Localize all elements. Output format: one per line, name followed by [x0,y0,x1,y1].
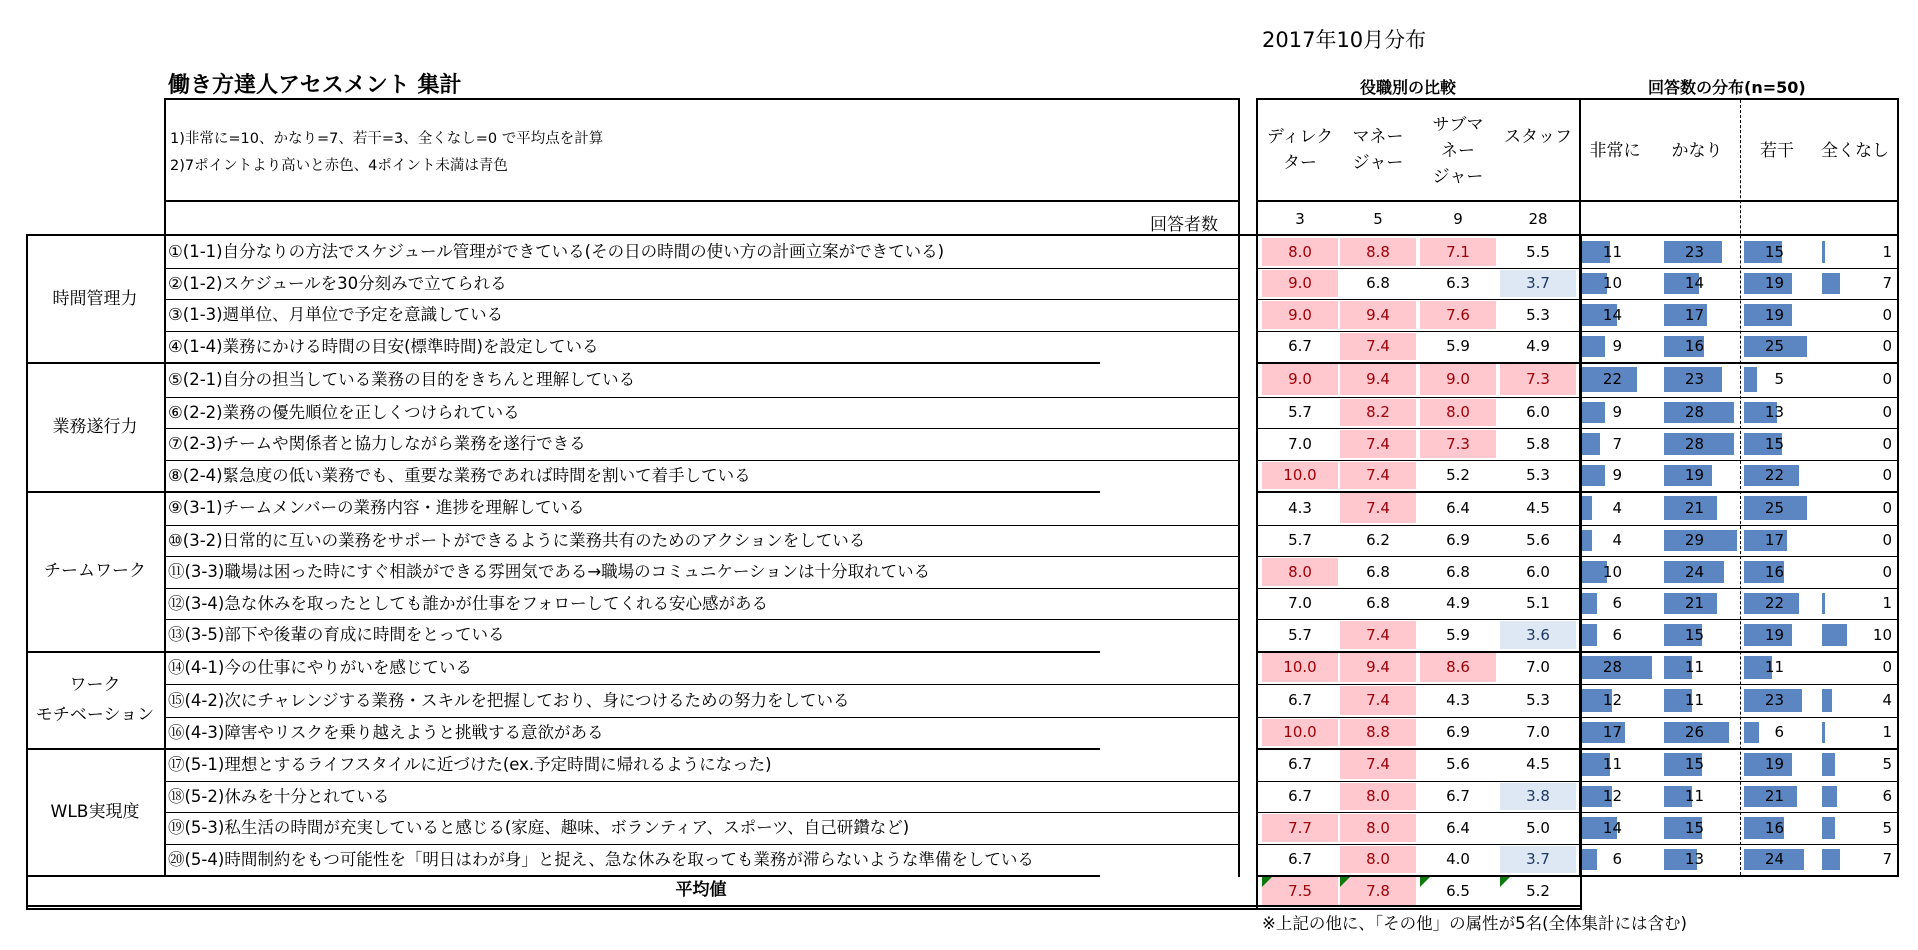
role-header-0: ディレク ター [1266,127,1334,173]
row-divider [1256,844,1899,845]
role-score: 7.4 [1340,462,1416,489]
average-score: 7.5 [1262,877,1338,905]
question-text: ⑯(4-3)障害やリスクを乗り越えようと挑戦する意欲がある [168,722,604,742]
role-score: 6.7 [1446,787,1470,805]
role-score: 5.8 [1526,435,1550,453]
role-score: 8.0 [1340,846,1416,873]
role-score: 6.2 [1366,531,1390,549]
question-text: ③(1-3)週単位、月単位で予定を意識している [168,305,504,324]
question-text: ①(1-1)自分なりの方法でスケジュール管理ができている(その日の時間の使い方の計画立案ができている) [168,242,945,261]
distribution-count: 6 [1612,850,1622,868]
average-label: 平均値 [675,880,727,900]
role-score: 6.8 [1366,594,1390,612]
distribution-count: 4 [1612,499,1622,517]
role-score: 8.8 [1340,238,1416,266]
distribution-count: 10 [1602,563,1622,581]
distribution-count: 22 [1602,370,1622,388]
role-score: 10.0 [1262,719,1338,746]
page-title: 働き方達人アセスメント 集計 [168,73,462,98]
role-score: 6.9 [1446,723,1470,741]
distribution-count: 24 [1764,850,1784,868]
note-indicator [1420,877,1430,887]
distribution-header: 回答数の分布(n=50) [1648,78,1806,97]
role-score: 5.5 [1526,243,1550,261]
question-text: ⑭(4-1)今の仕事にやりがいを感じている [168,657,472,677]
question-text: ⑲(5-3)私生活の時間が充実していると感じる(家庭、趣味、ボランティア、スポーツ、自己研鑽など) [168,818,910,837]
distribution-count: 17 [1684,306,1704,324]
role-score: 6.0 [1526,403,1550,421]
role-score: 10.0 [1262,462,1338,489]
row-divider [1256,684,1899,685]
role-score: 6.4 [1446,819,1470,837]
role-score: 3.7 [1500,846,1576,873]
role-score: 4.3 [1446,691,1470,709]
role-score: 7.3 [1420,430,1496,458]
role-score: 9.4 [1340,364,1416,395]
category-label: ワーク モチベーション [35,674,155,725]
role-score: 5.7 [1288,626,1312,644]
role-score: 7.6 [1420,301,1496,329]
role-score: 7.4 [1340,430,1416,458]
distribution-count: 0 [1882,563,1892,581]
distribution-count: 6 [1882,787,1892,805]
row-divider [1256,331,1899,332]
distribution-count: 11 [1602,755,1622,773]
role-score: 4.0 [1446,850,1470,868]
distribution-count: 9 [1612,403,1622,421]
role-score: 6.7 [1288,691,1312,709]
distribution-count: 14 [1602,819,1622,837]
category-label: チームワーク [44,561,146,581]
role-score: 5.6 [1526,531,1550,549]
distribution-count: 14 [1684,274,1704,292]
question-text: ⑰(5-1)理想とするライフスタイルに近づけた(ex.予定時間に帰れるようになった) [168,754,772,774]
role-score: 7.1 [1420,238,1496,266]
row-divider [1256,556,1899,557]
role-score: 7.0 [1526,658,1550,676]
distribution-count: 7 [1882,274,1892,292]
role-score: 7.0 [1526,723,1550,741]
average-score: 5.2 [1526,882,1550,900]
dist-header-0: 非常に [1589,141,1641,161]
role-comparison-header: 役職別の比較 [1360,78,1457,97]
distribution-count: 15 [1684,755,1704,773]
respondent-count: 3 [1295,210,1305,228]
role-score: 10.0 [1262,653,1338,682]
distribution-count: 19 [1764,755,1784,773]
category-label: 業務遂行力 [52,416,138,437]
distribution-count: 23 [1684,243,1704,261]
distribution-count: 12 [1602,787,1622,805]
distribution-count: 5 [1882,819,1892,837]
distribution-count: 16 [1764,819,1784,837]
role-score: 7.4 [1340,493,1416,523]
distribution-count: 29 [1684,531,1704,549]
role-score: 9.4 [1340,301,1416,329]
role-score: 6.8 [1366,563,1390,581]
role-score: 9.0 [1262,270,1338,297]
role-score: 9.0 [1262,301,1338,329]
question-text: ⑬(3-5)部下や後輩の育成に時間をとっている [168,625,505,644]
question-text: ②(1-2)スケジュールを30分刻みで立てられる [168,273,507,293]
role-score: 4.9 [1526,337,1550,355]
distribution-count: 13 [1684,850,1704,868]
row-divider [1256,397,1899,398]
row-divider [1256,717,1899,718]
role-header-3: スタッフ [1504,127,1572,147]
role-score: 5.3 [1526,691,1550,709]
role-score: 3.8 [1500,783,1576,810]
distribution-count: 24 [1684,563,1704,581]
footnote: ※上記の他に、「その他」の属性が5名(全体集計には含む) [1262,914,1687,933]
row-divider [1256,588,1899,589]
distribution-count: 7 [1882,850,1892,868]
row-divider [1256,268,1899,269]
role-score: 6.9 [1446,531,1470,549]
role-score: 6.8 [1446,563,1470,581]
respondent-count: 28 [1528,210,1548,228]
distribution-count: 0 [1882,435,1892,453]
question-text: ⑥(2-2)業務の優先順位を正しくつけられている [168,402,520,422]
role-score: 8.0 [1262,558,1338,586]
role-score: 8.0 [1420,399,1496,426]
distribution-count: 1 [1882,723,1892,741]
role-score: 5.9 [1446,626,1470,644]
role-score: 3.6 [1500,621,1576,649]
role-score: 8.6 [1420,653,1496,682]
role-score: 6.7 [1288,850,1312,868]
distribution-count: 0 [1882,658,1892,676]
role-score: 7.4 [1340,621,1416,649]
distribution-count: 9 [1612,337,1622,355]
distribution-count: 4 [1612,531,1622,549]
dist-header-2: 若干 [1760,141,1794,161]
distribution-count: 7 [1612,435,1622,453]
distribution-count: 19 [1684,466,1704,484]
notes-box [164,98,1240,236]
dist-box [1579,98,1899,236]
question-text: ⑮(4-2)次にチャレンジする業務・スキルを把握しており、身につけるための努力をしている [168,690,850,710]
role-score: 8.0 [1340,814,1416,842]
note-line: 1)非常に=10、かなり=7、若干=3、全くなし=0 で平均点を計算 [170,131,604,147]
distribution-count: 19 [1764,626,1784,644]
distribution-count: 25 [1764,337,1784,355]
distribution-count: 21 [1684,594,1704,612]
question-text: ⑧(2-4)緊急度の低い業務でも、重要な業務であれば時間を割いて着手している [168,465,751,485]
note-indicator [1500,877,1510,887]
distribution-count: 6 [1612,626,1622,644]
role-score: 4.5 [1526,499,1550,517]
question-text: ⑳(5-4)時間制約をもつ可能性を「明日はわが身」と捉え、急な休みを取っても業務が滞らないような準備をしている [168,849,1034,869]
note-line: 2)7ポイントより高いと赤色、4ポイント未満は青色 [170,158,508,174]
average-score: 7.8 [1340,877,1416,905]
distribution-count: 15 [1764,243,1784,261]
distribution-count: 15 [1764,435,1784,453]
role-score: 7.0 [1288,435,1312,453]
distribution-count: 16 [1684,337,1704,355]
role-score: 5.3 [1526,466,1550,484]
distribution-count: 19 [1764,306,1784,324]
distribution-count: 0 [1882,531,1892,549]
row-divider [1256,460,1899,461]
role-score: 4.5 [1526,755,1550,773]
distribution-count: 1 [1882,243,1892,261]
question-text: ⑱(5-2)休みを十分とれている [168,786,390,806]
category-label: 時間管理力 [52,289,138,309]
distribution-count: 0 [1882,499,1892,517]
role-score: 5.7 [1288,403,1312,421]
divider [1238,98,1240,877]
respondent-count: 5 [1373,210,1383,228]
distribution-count: 16 [1764,563,1784,581]
note-indicator [1262,877,1272,887]
distribution-count: 10 [1872,626,1892,644]
question-text: ⑤(2-1)自分の担当している業務の目的をきちんと理解している [168,369,636,389]
distribution-count: 13 [1764,403,1784,421]
role-score: 7.0 [1288,594,1312,612]
distribution-count: 5 [1882,755,1892,773]
average-score: 6.5 [1446,882,1470,900]
role-score: 9.0 [1420,364,1496,395]
distribution-count: 26 [1684,723,1704,741]
role-score: 7.4 [1340,333,1416,360]
distribution-count: 0 [1882,466,1892,484]
distribution-count: 17 [1764,531,1784,549]
distribution-count: 21 [1764,787,1784,805]
role-score: 5.2 [1446,466,1470,484]
note-indicator [1340,877,1350,887]
distribution-count: 0 [1882,403,1892,421]
distribution-count: 11 [1764,658,1784,676]
distribution-count: 5 [1774,370,1784,388]
row-divider [1256,619,1899,620]
role-score: 5.3 [1526,306,1550,324]
distribution-count: 6 [1774,723,1784,741]
category-label: WLB実現度 [50,801,140,822]
role-header-2: サブマ ネー ジャー [1432,115,1484,187]
role-score: 9.0 [1262,364,1338,395]
row-divider [1256,525,1899,526]
distribution-count: 23 [1764,691,1784,709]
respondent-count: 9 [1453,210,1463,228]
distribution-count: 25 [1764,499,1784,517]
role-score: 7.4 [1340,686,1416,715]
distribution-count: 0 [1882,337,1892,355]
role-score: 7.7 [1262,814,1338,842]
distribution-count: 17 [1602,723,1622,741]
role-score: 5.9 [1446,337,1470,355]
role-score: 6.8 [1366,274,1390,292]
role-score: 6.0 [1526,563,1550,581]
distribution-count: 15 [1684,819,1704,837]
distribution-count: 11 [1684,787,1704,805]
distribution-count: 4 [1882,691,1892,709]
distribution-count: 10 [1602,274,1622,292]
distribution-count: 6 [1612,594,1622,612]
role-score: 4.3 [1288,499,1312,517]
role-header-1: マネー ジャー [1352,127,1404,173]
question-text: ④(1-4)業務にかける時間の目安(標準時間)を設定している [168,336,599,356]
role-score: 6.4 [1446,499,1470,517]
divider [164,200,1240,202]
distribution-count: 22 [1764,466,1784,484]
distribution-count: 15 [1684,626,1704,644]
distribution-count: 19 [1764,274,1784,292]
role-score: 5.7 [1288,531,1312,549]
distribution-count: 28 [1602,658,1622,676]
divider [26,905,1582,907]
row-divider [1256,812,1899,813]
role-score: 5.1 [1526,594,1550,612]
dist-header-1: かなり [1671,141,1723,161]
role-score: 6.7 [1288,755,1312,773]
row-divider [1256,299,1899,300]
respondents-label: 回答者数 [1150,215,1218,235]
role-score: 4.9 [1446,594,1470,612]
distribution-count: 1 [1882,594,1892,612]
role-score: 3.7 [1500,270,1576,297]
role-score: 7.4 [1340,750,1416,779]
question-text: ⑫(3-4)急な休みを取ったとしても誰かが仕事をフォローしてくれる安心感がある [168,593,768,613]
role-score: 9.4 [1340,653,1416,682]
distribution-count: 12 [1602,691,1622,709]
row-divider [1256,781,1899,782]
role-score: 5.0 [1526,819,1550,837]
distribution-count: 0 [1882,370,1892,388]
distribution-count: 28 [1684,403,1704,421]
row-divider [1256,428,1899,429]
distribution-count: 28 [1684,435,1704,453]
distribution-count: 22 [1764,594,1784,612]
question-text: ⑨(3-1)チームメンバーの業務内容・進捗を理解している [168,498,585,517]
role-score: 8.0 [1262,238,1338,266]
role-score: 5.6 [1446,755,1470,773]
role-score: 8.8 [1340,719,1416,746]
distribution-count: 0 [1882,306,1892,324]
question-text: ⑩(3-2)日常的に互いの業務をサポートができるように業務共有のためのアクションをしている [168,530,866,550]
divider [1256,200,1899,202]
role-score: 8.0 [1340,783,1416,810]
distribution-count: 9 [1612,466,1622,484]
question-text: ⑪(3-3)職場は困った時にすぐ相談ができる雰囲気である→職場のコミュニケーションは十分取れている [168,562,931,581]
divider [1740,100,1741,875]
distribution-count: 11 [1602,243,1622,261]
question-text: ⑦(2-3)チームや関係者と協力しながら業務を遂行できる [168,434,586,453]
distribution-count: 14 [1602,306,1622,324]
role-score: 6.7 [1288,337,1312,355]
distribution-count: 23 [1684,370,1704,388]
divider [1256,98,1258,908]
role-score: 6.3 [1446,274,1470,292]
role-score: 6.7 [1288,787,1312,805]
distribution-count: 11 [1684,658,1704,676]
report-date: 2017年10月分布 [1262,28,1427,52]
role-score: 8.2 [1340,399,1416,426]
distribution-count: 21 [1684,499,1704,517]
distribution-count: 11 [1684,691,1704,709]
role-score: 7.3 [1500,364,1576,395]
dist-header-3: 全くなし [1821,141,1889,161]
